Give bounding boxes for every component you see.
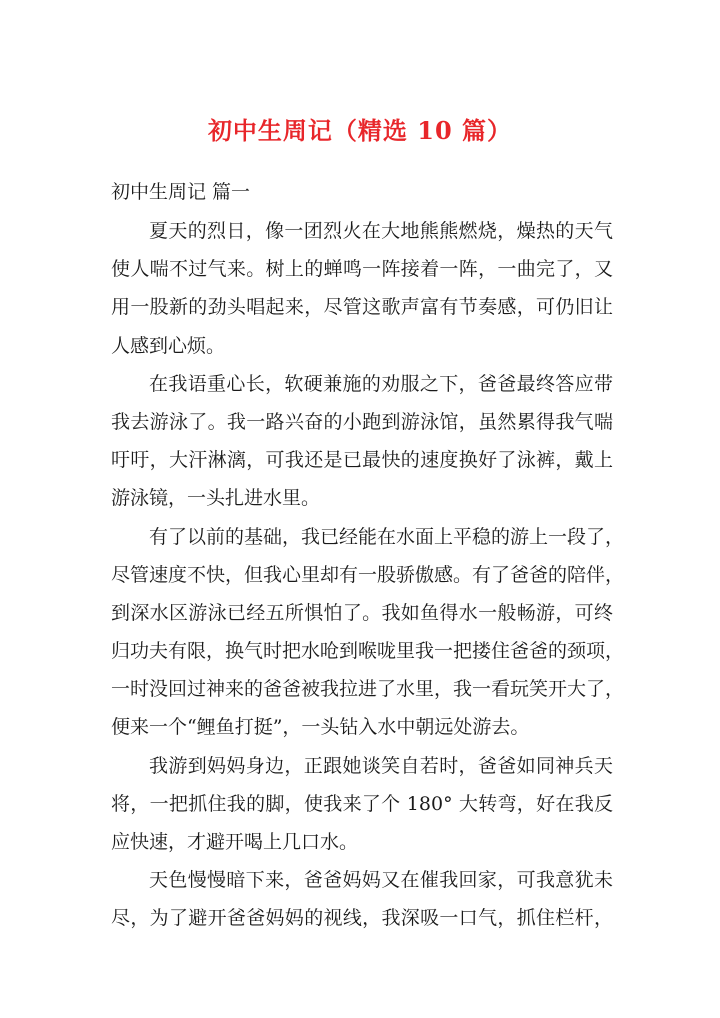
paragraph-line: 我去游泳了。我一路兴奋的小跑到游泳馆，虽然累得我气喘: [111, 410, 613, 433]
paragraph-line: 将，一把抓住我的脚，使我来了个 180° 大转弯，好在我反: [111, 792, 613, 815]
paragraph-line: 吁吁，大汗淋漓，可我还是已最快的速度换好了泳裤，戴上: [111, 449, 613, 472]
paragraph-line: 便来一个“鲤鱼打挺”，一头钻入水中朝远处游去。: [111, 716, 530, 739]
paragraph: [111, 861, 613, 937]
paragraph-line: 尽，为了避开爸爸妈妈的视线，我深吸一口气，抓住栏杆，: [111, 907, 613, 930]
paragraph-line: 人感到心烦。: [111, 334, 226, 357]
paragraph: [111, 747, 613, 862]
paragraph-line: 到深水区游泳已经五所惧怕了。我如鱼得水一般畅游，可终: [111, 601, 613, 624]
paragraph-line: 夏天的烈日，像一团烈火在大地熊熊燃烧，燥热的天气: [149, 220, 613, 242]
paragraph-line: 使人喘不过气来。树上的蝉鸣一阵接着一阵，一曲完了，又: [111, 258, 613, 281]
paragraph-line: 有了以前的基础，我已经能在水面上平稳的游上一段了，: [149, 525, 625, 548]
paragraph-line: 应快速，才避开喝上几口水。: [111, 831, 359, 853]
paragraph-line: 归功夫有限，换气时把水呛到喉咙里我一把搂住爸爸的颈项，: [111, 640, 625, 663]
paragraph-line: 天色慢慢暗下来，爸爸妈妈又在催我回家，可我意犹未: [149, 869, 613, 892]
document-body: [111, 212, 625, 938]
paragraph-line: 我游到妈妈身边，正跟她谈笑自若时，爸爸如同神兵天: [149, 754, 613, 777]
paragraph-line: 用一股新的劲头唱起来，尽管这歌声富有节奏感，可仍旧让: [111, 296, 613, 319]
paragraph-line: 尽管速度不快，但我心里却有一股骄傲感。有了爸爸的陪伴，: [111, 563, 625, 586]
section-heading: 初中生周记 篇一: [111, 181, 251, 203]
paragraph: [111, 518, 625, 747]
paragraph-line: 一时没回过神来的爸爸被我拉进了水里，我一看玩笑开大了，: [111, 678, 625, 701]
paragraph: [111, 212, 613, 365]
document-title: 初中生周记（精选 10 篇）: [207, 116, 513, 145]
paragraph: [111, 365, 613, 518]
paragraph-line: 游泳镜，一头扎进水里。: [111, 487, 321, 510]
paragraph-line: 在我语重心长，软硬兼施的劝服之下，爸爸最终答应带: [149, 372, 613, 395]
